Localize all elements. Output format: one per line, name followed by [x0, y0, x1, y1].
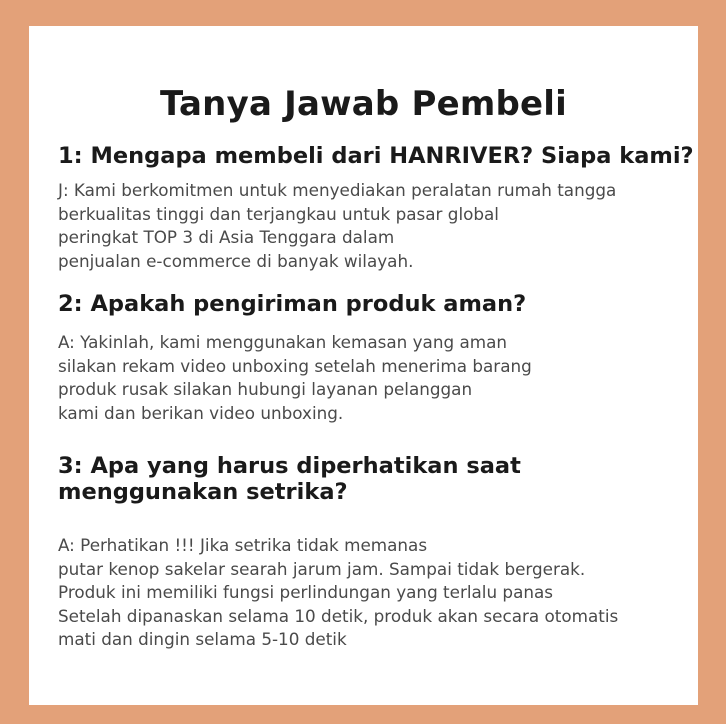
faq-answer-3-line-2: putar kenop sakelar searah jarum jam. Sampai tidak bergerak. [58, 558, 586, 579]
faq-answer-3-line-4: Setelah dipanaskan selama 10 detik, produk akan secara otomatis [58, 605, 619, 626]
faq-answer-2-line-2: silakan rekam video unboxing setelah menerima barang [58, 355, 532, 376]
faq-card [29, 26, 698, 705]
faq-question-1-line-1: 1: Mengapa membeli dari HANRIVER? Siapa kami? [58, 143, 694, 169]
faq-answer-1 [58, 179, 616, 273]
faq-answer-2-line-4: kami dan berikan video unboxing. [58, 402, 344, 423]
faq-answer-1-line-4: penjualan e-commerce di banyak wilayah. [58, 250, 414, 271]
faq-question-3 [58, 453, 521, 505]
faq-answer-3-line-3: Produk ini memiliki fungsi perlindungan yang terlalu panas [58, 582, 554, 603]
faq-answer-1-line-1: J: Kami berkomitmen untuk menyediakan peralatan rumah tangga [58, 180, 617, 200]
faq-answer-2-line-3: produk rusak silakan hubungi layanan pelanggan [58, 379, 473, 400]
faq-answer-2 [58, 331, 532, 425]
faq-answer-2-line-1: A: Yakinlah, kami menggunakan kemasan yang aman [58, 332, 508, 352]
faq-question-3-line-1: 3: Apa yang harus diperhatikan saat [58, 453, 521, 479]
faq-answer-3-line-5: mati dan dingin selama 5-10 detik [58, 629, 347, 650]
faq-answer-1-line-3: peringkat TOP 3 di Asia Tenggara dalam [58, 227, 395, 248]
faq-answer-3-line-1: A: Perhatikan !!! Jika setrika tidak memanas [58, 535, 428, 555]
page-title: Tanya Jawab Pembeli [160, 84, 567, 124]
faq-question-2-line-1: 2: Apakah pengiriman produk aman? [58, 291, 527, 317]
faq-answer-1-line-2: berkualitas tinggi dan terjangkau untuk pasar global [58, 203, 499, 224]
faq-question-3-line-2: menggunakan setrika? [58, 479, 348, 505]
faq-question-1 [58, 143, 694, 169]
faq-answer-3 [58, 534, 618, 652]
faq-question-2 [58, 291, 526, 317]
